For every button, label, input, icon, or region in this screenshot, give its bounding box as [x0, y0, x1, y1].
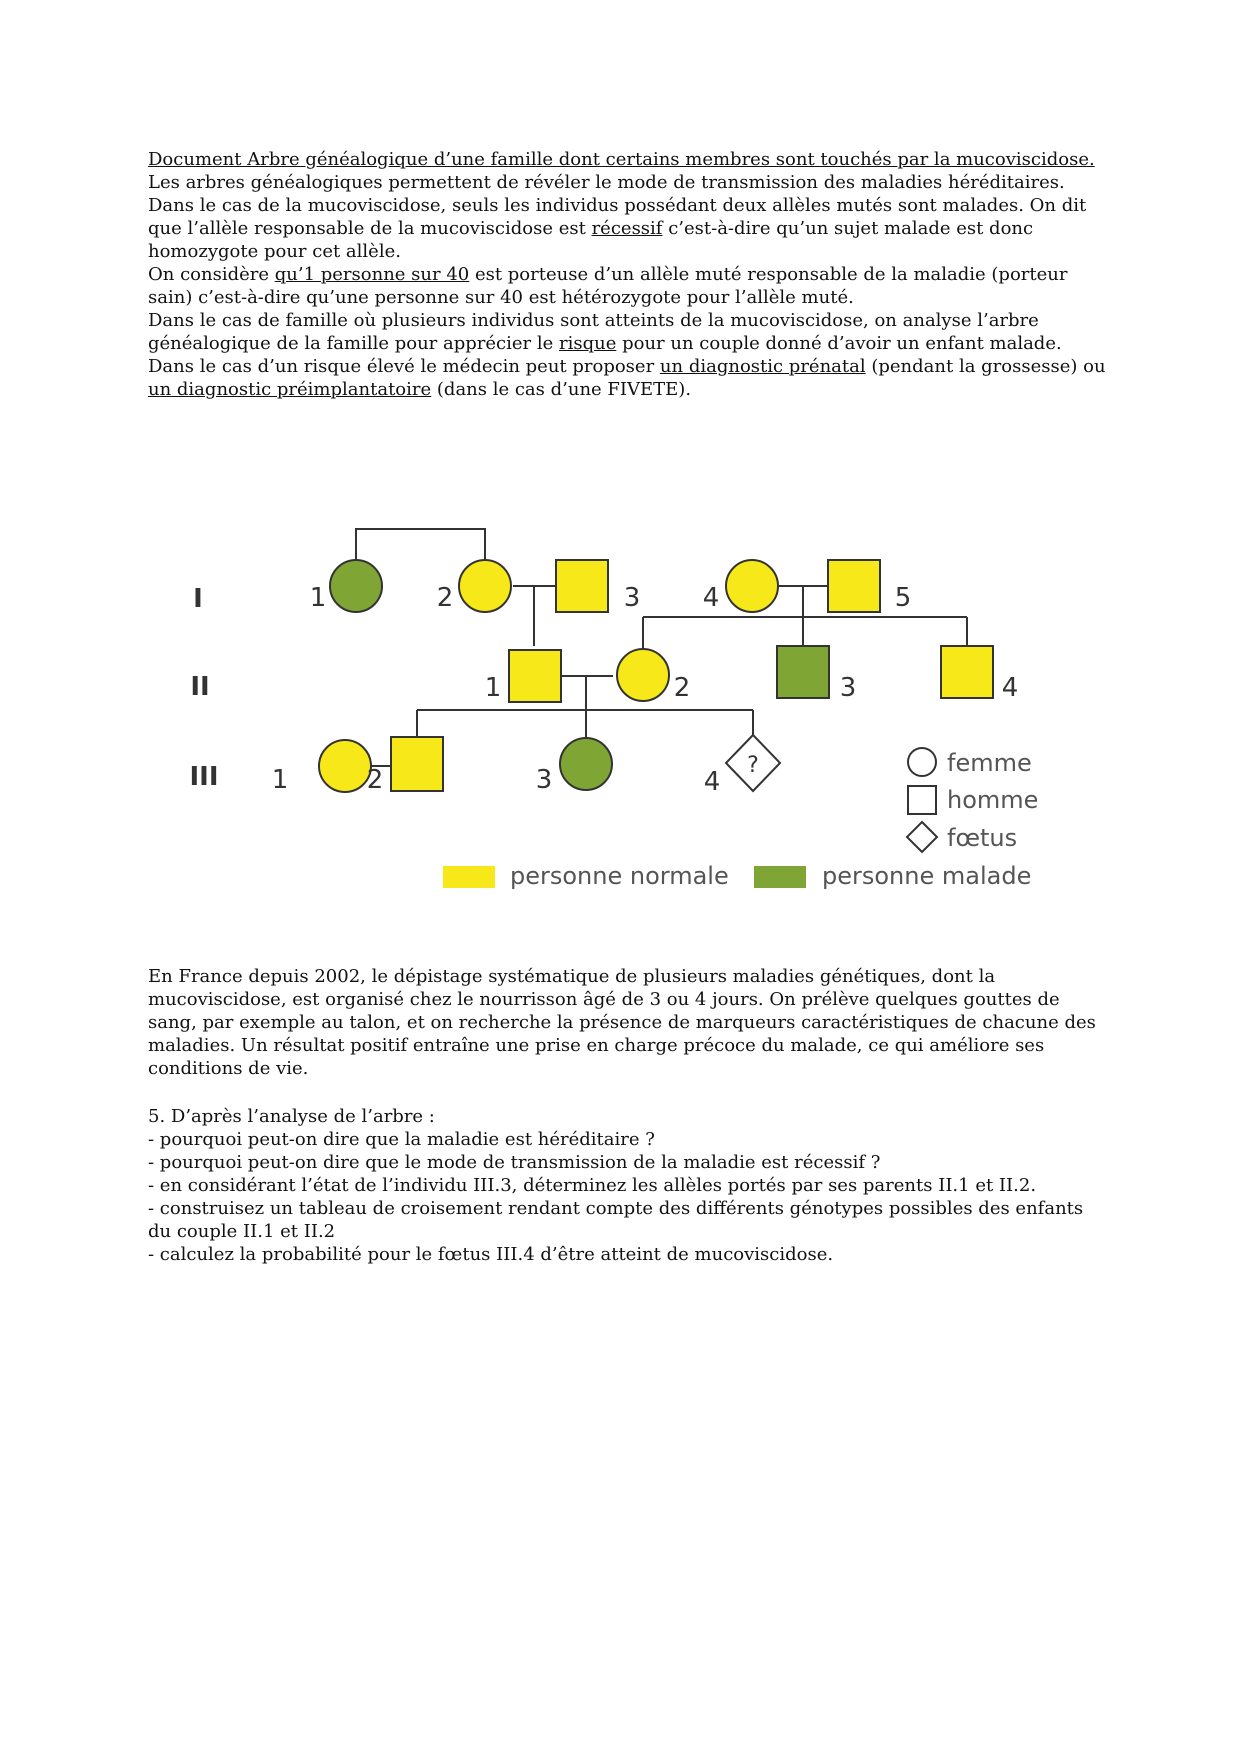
individual-III3-affected-female: [560, 738, 612, 790]
intro-paragraph-4: Dans le cas de famille où plusieurs individus sont atteints de la mucoviscidose, on analyse l’arbre généalogique de la famille pour apprécier le risque pour un couple donné d’avoir un enfant malade.: [148, 310, 1062, 354]
individual-I5-normal-male: [828, 560, 880, 612]
questions-heading: 5. D’après l’analyse de l’arbre :: [148, 1106, 435, 1127]
legend-male-label: homme: [947, 786, 1039, 814]
label-III1: 1: [271, 765, 289, 795]
individual-III1-normal-female: [319, 740, 371, 792]
label-I3: 3: [623, 583, 641, 613]
carrier-frequency-term: qu’1 personne sur 40: [274, 264, 470, 285]
legend-fetus-label: fœtus: [947, 824, 1018, 852]
intro-paragraph-3: On considère qu’1 personne sur 40 est porteuse d’un allèle muté responsable de la maladie (porteur sain) c’est-à-dire qu’une personne sur 40 est hétérozygote pour l’allèle muté.: [148, 264, 1068, 308]
label-I2: 2: [436, 583, 454, 613]
individual-I3-normal-male: [556, 560, 608, 612]
individual-III2-normal-male: [391, 737, 443, 791]
questions-section: [148, 1105, 1108, 1266]
generation-label-II: II: [190, 672, 210, 702]
individual-I4-normal-female: [726, 560, 778, 612]
legend-female-symbol: [908, 748, 936, 776]
label-I5: 5: [894, 583, 912, 613]
label-II4: 4: [1001, 673, 1019, 703]
question-item: - calculez la probabilité pour le fœtus III.4 d’être atteint de mucoviscidose.: [148, 1244, 834, 1265]
label-I4: 4: [702, 583, 720, 613]
document-title: Document Arbre généalogique d’une famille dont certains membres sont touchés par la mucoviscidose.: [148, 149, 1095, 170]
preimplantation-diagnosis-term: un diagnostic préimplantatoire: [148, 379, 432, 400]
prenatal-diagnosis-term: un diagnostic prénatal: [659, 356, 866, 377]
label-II2: 2: [673, 673, 691, 703]
screening-paragraph: En France depuis 2002, le dépistage systématique de plusieurs maladies génétiques, dont la mucoviscidose, est organisé chez le nourrisson âgé de 3 ou 4 jours. On prélève quelques gouttes de sang, par exemple au talon, et on recherche la présence de marqueurs caractéristiques de chacune des maladies. Un résultat positif entraîne une prise en charge précoce du malade, ce qui améliore ses conditions de vie.: [148, 966, 1096, 1079]
legend-female-label: femme: [947, 749, 1032, 777]
individual-II2-normal-female: [617, 649, 669, 701]
question-item: - en considérant l’état de l’individu III.3, déterminez les allèles portés par ses parents II.1 et II.2.: [148, 1175, 1037, 1196]
intro-paragraph-1: Les arbres généalogiques permettent de révéler le mode de transmission des maladies héréditaires.: [148, 172, 1065, 193]
generation-label-I: I: [193, 584, 203, 614]
legend-affected-swatch: [754, 866, 806, 888]
individual-II3-affected-male: [777, 646, 829, 698]
label-II3: 3: [839, 673, 857, 703]
legend-affected-label: personne malade: [822, 862, 1032, 890]
label-II1: 1: [484, 673, 502, 703]
fetus-question-mark: ?: [747, 753, 759, 778]
recessif-term: récessif: [591, 218, 663, 239]
individual-I2-normal-female: [459, 560, 511, 612]
sibship-line-I1-I2: [356, 529, 485, 560]
question-item: - pourquoi peut-on dire que le mode de transmission de la maladie est récessif ?: [148, 1152, 881, 1173]
label-III3: 3: [535, 765, 553, 795]
label-III4: 4: [703, 767, 721, 797]
question-item: - construisez un tableau de croisement rendant compte des différents génotypes possibles des enfants du couple II.1 et II.2: [148, 1198, 1084, 1242]
legend-normal-swatch: [443, 866, 495, 888]
individual-II4-normal-male: [941, 646, 993, 698]
legend-fetus-symbol: [907, 822, 937, 852]
intro-paragraph-5: Dans le cas d’un risque élevé le médecin peut proposer un diagnostic prénatal (pendant la grossesse) ou un diagnostic préimplantatoire (dans le cas d’une FIVETE).: [148, 356, 1106, 400]
individual-I1-affected-female: [330, 560, 382, 612]
screening-section: [148, 965, 1108, 1080]
risque-term: risque: [559, 333, 617, 354]
question-item: - pourquoi peut-on dire que la maladie est héréditaire ?: [148, 1129, 655, 1150]
label-III2: 2: [366, 765, 384, 795]
individual-II1-normal-male: [509, 650, 561, 702]
label-I1: 1: [309, 583, 327, 613]
generation-label-III: III: [189, 762, 219, 792]
legend-normal-label: personne normale: [510, 862, 729, 890]
legend-male-symbol: [908, 786, 936, 814]
intro-paragraph-2: Dans le cas de la mucoviscidose, seuls les individus possédant deux allèles mutés sont malades. On dit que l’allèle responsable de la mucoviscidose est récessif c’est-à-dire qu’un sujet malade est donc homozygote pour cet allèle.: [148, 195, 1087, 262]
